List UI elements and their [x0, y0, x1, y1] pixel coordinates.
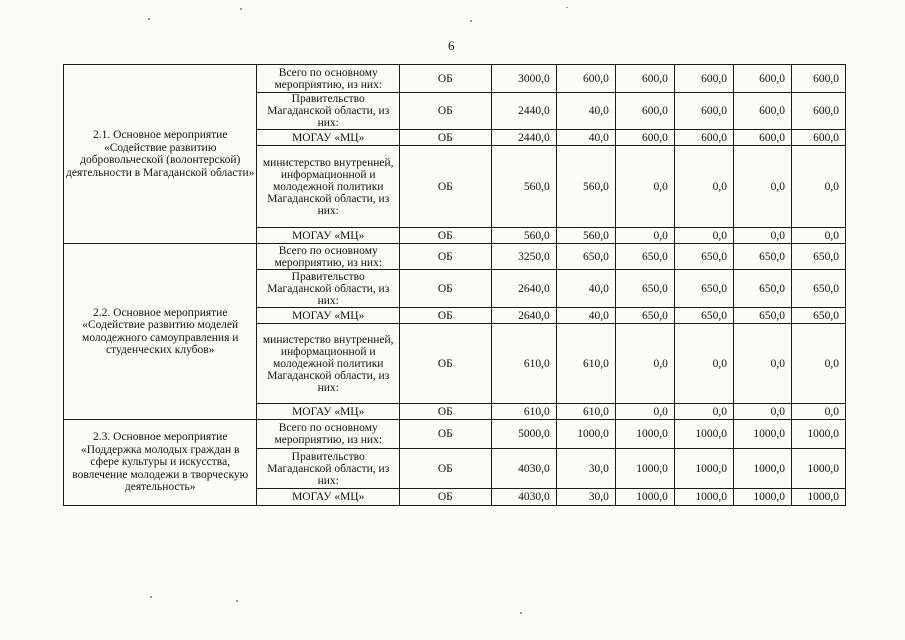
funding-year-value: 600,0 — [556, 65, 615, 93]
funding-year-value: 650,0 — [791, 308, 845, 324]
funding-year-value: 1000,0 — [733, 420, 791, 449]
funding-year-value: 650,0 — [733, 270, 791, 308]
scan-speck — [240, 8, 242, 10]
funding-year-value: 1000,0 — [791, 420, 845, 449]
event-title: 2.2. Основное мероприятие «Содействие развитию моделей молодежного самоуправления и студенческих клубов» — [64, 244, 257, 420]
event-title: 2.1. Основное мероприятие «Содействие развитию добровольческой (волонтерской) деятельности в Магаданской области» — [64, 65, 257, 244]
funding-total: 4030,0 — [491, 489, 556, 506]
funding-year-value: 650,0 — [674, 244, 733, 270]
funding-year-value: 560,0 — [556, 146, 615, 228]
funding-year-value: 1000,0 — [791, 489, 845, 506]
funding-source: ОБ — [400, 420, 492, 449]
funding-source: ОБ — [400, 65, 492, 93]
scan-speck — [236, 600, 238, 602]
funding-year-value: 650,0 — [733, 244, 791, 270]
funding-year-value: 650,0 — [556, 244, 615, 270]
funding-year-value: 560,0 — [556, 228, 615, 244]
table-row — [64, 420, 846, 449]
funding-source: ОБ — [400, 244, 492, 270]
funding-total: 2440,0 — [491, 130, 556, 146]
funding-year-value: 0,0 — [615, 324, 674, 404]
funding-total: 5000,0 — [491, 420, 556, 449]
funding-total: 560,0 — [491, 146, 556, 228]
event-title: 2.3. Основное мероприятие «Поддержка молодых граждан в сфере культуры и искусства, вовлечение молодежи в творческую деятельность» — [64, 420, 257, 506]
funding-total: 3000,0 — [491, 65, 556, 93]
funding-year-value: 0,0 — [615, 146, 674, 228]
funding-source: ОБ — [400, 130, 492, 146]
funding-year-value: 1000,0 — [733, 489, 791, 506]
funding-year-value: 0,0 — [674, 228, 733, 244]
funding-year-value: 0,0 — [674, 146, 733, 228]
funding-year-value: 650,0 — [733, 308, 791, 324]
funding-source: ОБ — [400, 228, 492, 244]
funding-recipient: МОГАУ «МЦ» — [257, 228, 400, 244]
funding-year-value: 0,0 — [615, 404, 674, 420]
funding-recipient: МОГАУ «МЦ» — [257, 404, 400, 420]
funding-total: 560,0 — [491, 228, 556, 244]
funding-source: ОБ — [400, 270, 492, 308]
funding-year-value: 650,0 — [791, 244, 845, 270]
funding-source: ОБ — [400, 404, 492, 420]
funding-total: 610,0 — [491, 404, 556, 420]
funding-year-value: 650,0 — [615, 244, 674, 270]
funding-recipient: Всего по основному мероприятию, из них: — [257, 420, 400, 449]
funding-total: 2640,0 — [491, 270, 556, 308]
funding-recipient: Правительство Магаданской области, из них: — [257, 270, 400, 308]
funding-year-value: 0,0 — [733, 146, 791, 228]
funding-year-value: 0,0 — [615, 228, 674, 244]
funding-year-value: 650,0 — [615, 308, 674, 324]
funding-year-value: 1000,0 — [733, 449, 791, 489]
funding-year-value: 1000,0 — [615, 489, 674, 506]
funding-year-value: 1000,0 — [556, 420, 615, 449]
funding-recipient: Правительство Магаданской области, из них: — [257, 93, 400, 130]
funding-year-value: 0,0 — [733, 228, 791, 244]
funding-total: 3250,0 — [491, 244, 556, 270]
funding-total: 610,0 — [491, 324, 556, 404]
funding-year-value: 0,0 — [791, 404, 845, 420]
funding-year-value: 0,0 — [791, 324, 845, 404]
funding-year-value: 30,0 — [556, 489, 615, 506]
funding-year-value: 600,0 — [674, 93, 733, 130]
scan-speck — [566, 7, 568, 8]
funding-year-value: 1000,0 — [674, 489, 733, 506]
funding-year-value: 600,0 — [733, 93, 791, 130]
funding-year-value: 600,0 — [615, 93, 674, 130]
funding-year-value: 650,0 — [674, 308, 733, 324]
funding-year-value: 1000,0 — [674, 420, 733, 449]
funding-year-value: 600,0 — [615, 65, 674, 93]
funding-recipient: МОГАУ «МЦ» — [257, 130, 400, 146]
funding-year-value: 650,0 — [674, 270, 733, 308]
funding-year-value: 1000,0 — [615, 449, 674, 489]
funding-year-value: 610,0 — [556, 404, 615, 420]
funding-source: ОБ — [400, 93, 492, 130]
funding-year-value: 40,0 — [556, 308, 615, 324]
table-row — [64, 65, 846, 93]
funding-recipient: МОГАУ «МЦ» — [257, 308, 400, 324]
funding-total: 4030,0 — [491, 449, 556, 489]
funding-year-value: 600,0 — [791, 93, 845, 130]
scan-speck — [148, 18, 150, 20]
funding-recipient: Всего по основному мероприятию, из них: — [257, 244, 400, 270]
funding-year-value: 600,0 — [733, 130, 791, 146]
funding-recipient: Всего по основному мероприятию, из них: — [257, 65, 400, 93]
funding-source: ОБ — [400, 489, 492, 506]
funding-year-value: 0,0 — [674, 404, 733, 420]
funding-year-value: 600,0 — [791, 130, 845, 146]
funding-year-value: 600,0 — [615, 130, 674, 146]
page-number: 6 — [448, 38, 455, 53]
funding-year-value: 1000,0 — [791, 449, 845, 489]
funding-year-value: 1000,0 — [615, 420, 674, 449]
funding-year-value: 30,0 — [556, 449, 615, 489]
funding-total: 2640,0 — [491, 308, 556, 324]
funding-year-value: 1000,0 — [674, 449, 733, 489]
scan-speck — [520, 612, 522, 614]
funding-source: ОБ — [400, 449, 492, 489]
funding-source: ОБ — [400, 146, 492, 228]
funding-year-value: 650,0 — [615, 270, 674, 308]
funding-recipient: министерство внутренней, информационной и молодежной политики Магаданской области, из них: — [257, 146, 400, 228]
funding-year-value: 40,0 — [556, 93, 615, 130]
funding-year-value: 650,0 — [791, 270, 845, 308]
funding-year-value: 0,0 — [791, 146, 845, 228]
scan-speck — [150, 596, 152, 598]
funding-year-value: 0,0 — [791, 228, 845, 244]
table-row — [64, 244, 846, 270]
funding-recipient: министерство внутренней, информационной и молодежной политики Магаданской области, из них: — [257, 324, 400, 404]
funding-year-value: 0,0 — [733, 324, 791, 404]
funding-year-value: 600,0 — [674, 65, 733, 93]
funding-source: ОБ — [400, 308, 492, 324]
funding-year-value: 600,0 — [791, 65, 845, 93]
funding-year-value: 600,0 — [674, 130, 733, 146]
funding-recipient: Правительство Магаданской области, из них: — [257, 449, 400, 489]
program-funding-table — [63, 64, 846, 506]
funding-recipient: МОГАУ «МЦ» — [257, 489, 400, 506]
funding-source: ОБ — [400, 324, 492, 404]
table-body — [64, 65, 846, 506]
funding-year-value: 0,0 — [733, 404, 791, 420]
funding-year-value: 40,0 — [556, 270, 615, 308]
funding-year-value: 610,0 — [556, 324, 615, 404]
funding-year-value: 600,0 — [733, 65, 791, 93]
funding-year-value: 40,0 — [556, 130, 615, 146]
scan-speck — [470, 20, 472, 22]
funding-total: 2440,0 — [491, 93, 556, 130]
funding-year-value: 0,0 — [674, 324, 733, 404]
